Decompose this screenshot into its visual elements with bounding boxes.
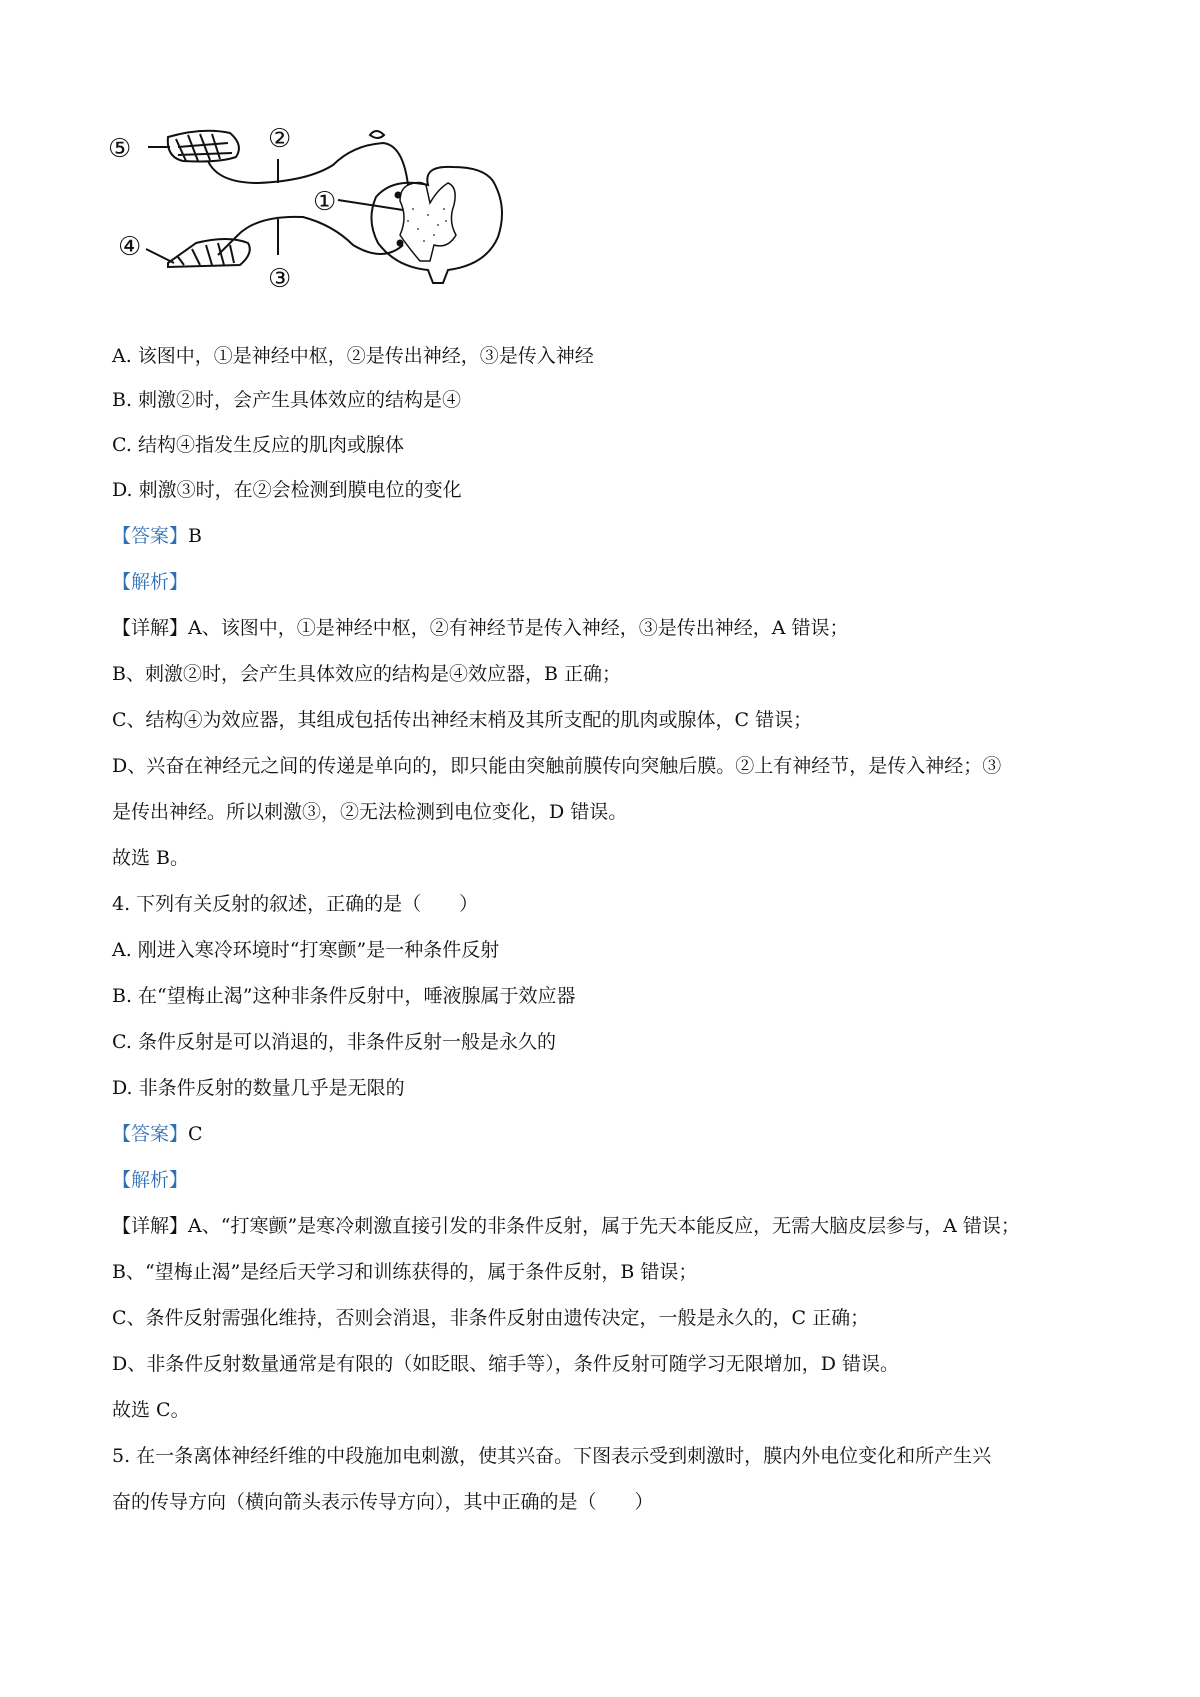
q3-conclusion: 故选 B。 bbox=[112, 847, 190, 869]
q4-detail-c: C、条件反射需强化维持，否则会消退，非条件反射由遗传决定，一般是永久的，C 正确； bbox=[112, 1307, 870, 1329]
q4-answer-tag: 【答案】 bbox=[112, 1123, 189, 1145]
q4-detail-tag: 【详解】 bbox=[112, 1215, 189, 1237]
q4-detail-a: A、“打寒颤”是寒冷刺激直接引发的非条件反射，属于先天本能反应，无需大脑皮层参与，A 错误； bbox=[188, 1215, 1020, 1237]
q3-detail-d: D、兴奋在神经元之间的传递是单向的，即只能由突触前膜传向突触后膜。②上有神经节，是传入神经；③ bbox=[112, 755, 1002, 777]
q4-option-c: C. 条件反射是可以消退的，非条件反射一般是永久的 bbox=[112, 1031, 556, 1053]
q5-stem-line-2: 奋的传导方向（横向箭头表示传导方向），其中正确的是（ ） bbox=[112, 1491, 654, 1513]
label-1: ① bbox=[313, 187, 337, 217]
q4-detail-line-1 bbox=[112, 1212, 1020, 1240]
reflex-arc-diagram bbox=[108, 125, 568, 330]
q4-answer: C bbox=[188, 1123, 203, 1145]
label-3: ③ bbox=[268, 264, 292, 294]
spinal-cord bbox=[371, 167, 502, 283]
q3-detail-tag: 【详解】 bbox=[112, 617, 189, 639]
q3-option-a: A. 该图中，①是神经中枢，②是传出神经，③是传入神经 bbox=[112, 345, 594, 367]
label-4: ④ bbox=[118, 232, 142, 262]
reflex-arc-figure bbox=[108, 125, 568, 330]
center-1-pointer bbox=[338, 200, 403, 210]
q3-answer-line bbox=[112, 522, 202, 550]
q3-detail-d-cont: 是传出神经。所以刺激③，②无法检测到电位变化，D 错误。 bbox=[112, 801, 628, 823]
q3-option-d: D. 刺激③时，在②会检测到膜电位的变化 bbox=[112, 479, 462, 501]
q3-detail-b: B、刺激②时，会产生具体效应的结构是④效应器，B 正确； bbox=[112, 663, 621, 685]
q4-detail-d: D、非条件反射数量通常是有限的（如眨眼、缩手等），条件反射可随学习无限增加，D 错误。 bbox=[112, 1353, 900, 1375]
q3-answer: B bbox=[188, 525, 202, 547]
q4-option-a: A. 刚进入寒冷环境时“打寒颤”是一种条件反射 bbox=[112, 939, 500, 961]
q4-option-b: B. 在“望梅止渴”这种非条件反射中，唾液腺属于效应器 bbox=[112, 985, 576, 1007]
q3-option-c: C. 结构④指发生反应的肌肉或腺体 bbox=[112, 434, 404, 456]
q3-detail-line-1 bbox=[112, 614, 849, 642]
q3-detail-a: A、该图中，①是神经中枢，②有神经节是传入神经，③是传出神经，A 错误； bbox=[188, 617, 849, 639]
label-2: ② bbox=[268, 125, 292, 154]
q3-analysis-tag: 【解析】 bbox=[112, 571, 189, 593]
ganglion bbox=[370, 131, 384, 138]
q4-analysis-tag: 【解析】 bbox=[112, 1169, 189, 1191]
q3-answer-tag: 【答案】 bbox=[112, 525, 189, 547]
q4-conclusion: 故选 C。 bbox=[112, 1399, 190, 1421]
label-5: ⑤ bbox=[108, 134, 132, 164]
q4-detail-b: B、“望梅止渴”是经后天学习和训练获得的，属于条件反射，B 错误； bbox=[112, 1261, 698, 1283]
q3-detail-c: C、结构④为效应器，其组成包括传出神经末梢及其所支配的肌肉或腺体，C 错误； bbox=[112, 709, 813, 731]
q4-answer-line bbox=[112, 1120, 203, 1148]
q3-option-b: B. 刺激②时，会产生具体效应的结构是④ bbox=[112, 389, 462, 411]
q4-stem: 4. 下列有关反射的叙述，正确的是（ ） bbox=[112, 893, 479, 915]
q5-stem-line-1: 5. 在一条离体神经纤维的中段施加电刺激，使其兴奋。下图表示受到刺激时，膜内外电位变化和所产生兴 bbox=[112, 1445, 992, 1467]
q4-option-d: D. 非条件反射的数量几乎是无限的 bbox=[112, 1077, 405, 1099]
